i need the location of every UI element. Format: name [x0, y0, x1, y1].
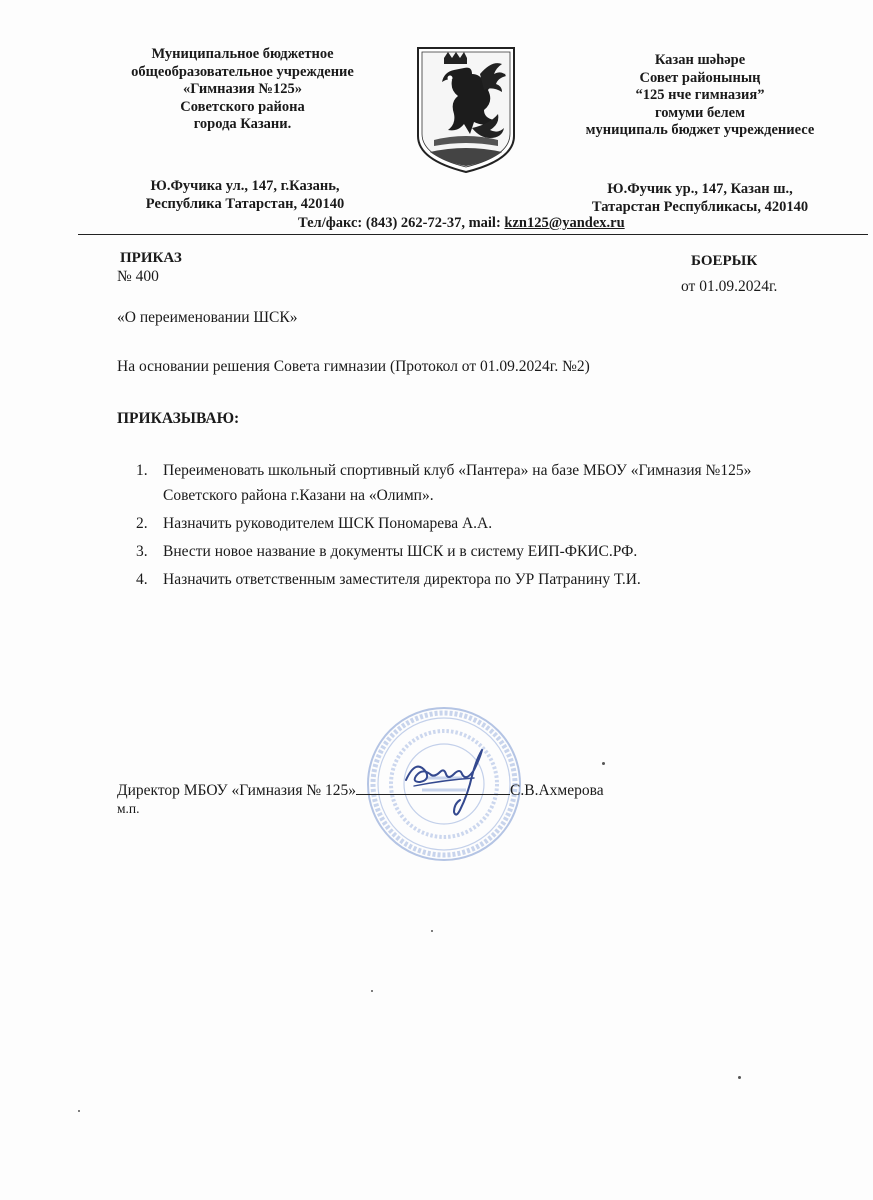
address-right-line: Татарстан Республикасы, 420140 [591, 199, 809, 215]
header-left-line: Муниципальное бюджетное [151, 46, 334, 62]
scan-speck [431, 930, 433, 932]
item-number: 4. [136, 571, 148, 588]
header-left-line: общеобразовательное учреждение [131, 63, 354, 80]
list-item [131, 458, 831, 508]
header-right-line: Совет районының [639, 69, 761, 86]
order-date: от 01.09.2024г. [681, 278, 778, 295]
item-text: Назначить руководителем ШСК Пономарева А.А. [163, 515, 493, 532]
list-item [131, 539, 831, 564]
address-right [560, 180, 840, 216]
header-divider [78, 234, 868, 235]
item-text: Советского района г.Казани на «Олимп». [163, 487, 434, 504]
stamp-place-mark: м.п. [117, 801, 140, 816]
scan-speck [78, 1110, 80, 1112]
list-item [131, 511, 831, 536]
signature-line [117, 780, 604, 800]
scan-speck [371, 990, 373, 992]
header-right-line: муниципаль бюджет учреждениесе [585, 122, 815, 138]
signature-underline [356, 780, 510, 795]
order-items [131, 458, 831, 595]
header-right [560, 52, 840, 140]
order-basis: На основании решения Совета гимназии (Протокол от 01.09.2024г. №2) [117, 358, 590, 375]
item-text: Внести новое название в документы ШСК и в систему ЕИП-ФКИС.РФ. [163, 543, 638, 560]
header-left-line: «Гимназия №125» [183, 81, 302, 97]
email-link[interactable]: kzn125@yandex.ru [504, 215, 625, 231]
address-left-line: Республика Татарстан, 420140 [145, 196, 345, 212]
item-text: Назначить ответственным заместителя директора по УР Патранину Т.И. [163, 571, 641, 588]
item-text: Переименовать школьный спортивный клуб «Пантера» на базе МБОУ «Гимназия №125» [163, 462, 752, 479]
contact-label: Тел/факс: (843) 262-72-37, mail: [298, 215, 505, 231]
address-right-line: Ю.Фучик ур., 147, Казан ш., [607, 181, 793, 197]
header-left [100, 46, 385, 134]
address-left [100, 177, 390, 213]
header-right-line: гомуми белем [655, 104, 745, 121]
signer-position: Директор МБОУ «Гимназия № 125» [117, 782, 357, 799]
item-number: 1. [136, 462, 148, 479]
order-title-ru: ПРИКАЗ [120, 250, 182, 266]
contact-line [298, 215, 625, 232]
header-right-line: “125 нче гимназия” [635, 87, 765, 103]
list-item [131, 567, 831, 592]
item-number: 3. [136, 543, 148, 560]
signer-name: С.В.Ахмерова [510, 782, 604, 799]
item-number: 2. [136, 515, 148, 532]
scan-speck [738, 1076, 741, 1079]
order-number: № 400 [117, 268, 159, 285]
header-left-line: города Казани. [193, 116, 292, 132]
header-left-line: Советского района [180, 98, 305, 115]
order-title-tt: БОЕРЫК [691, 253, 758, 269]
scan-speck [602, 762, 605, 765]
order-command: ПРИКАЗЫВАЮ: [117, 410, 240, 427]
order-subject: «О переименовании ШСК» [117, 309, 298, 326]
kazan-coat-of-arms-icon [414, 44, 518, 176]
address-left-line: Ю.Фучика ул., 147, г.Казань, [150, 178, 340, 194]
header-right-line: Казан шәһәре [654, 52, 746, 68]
